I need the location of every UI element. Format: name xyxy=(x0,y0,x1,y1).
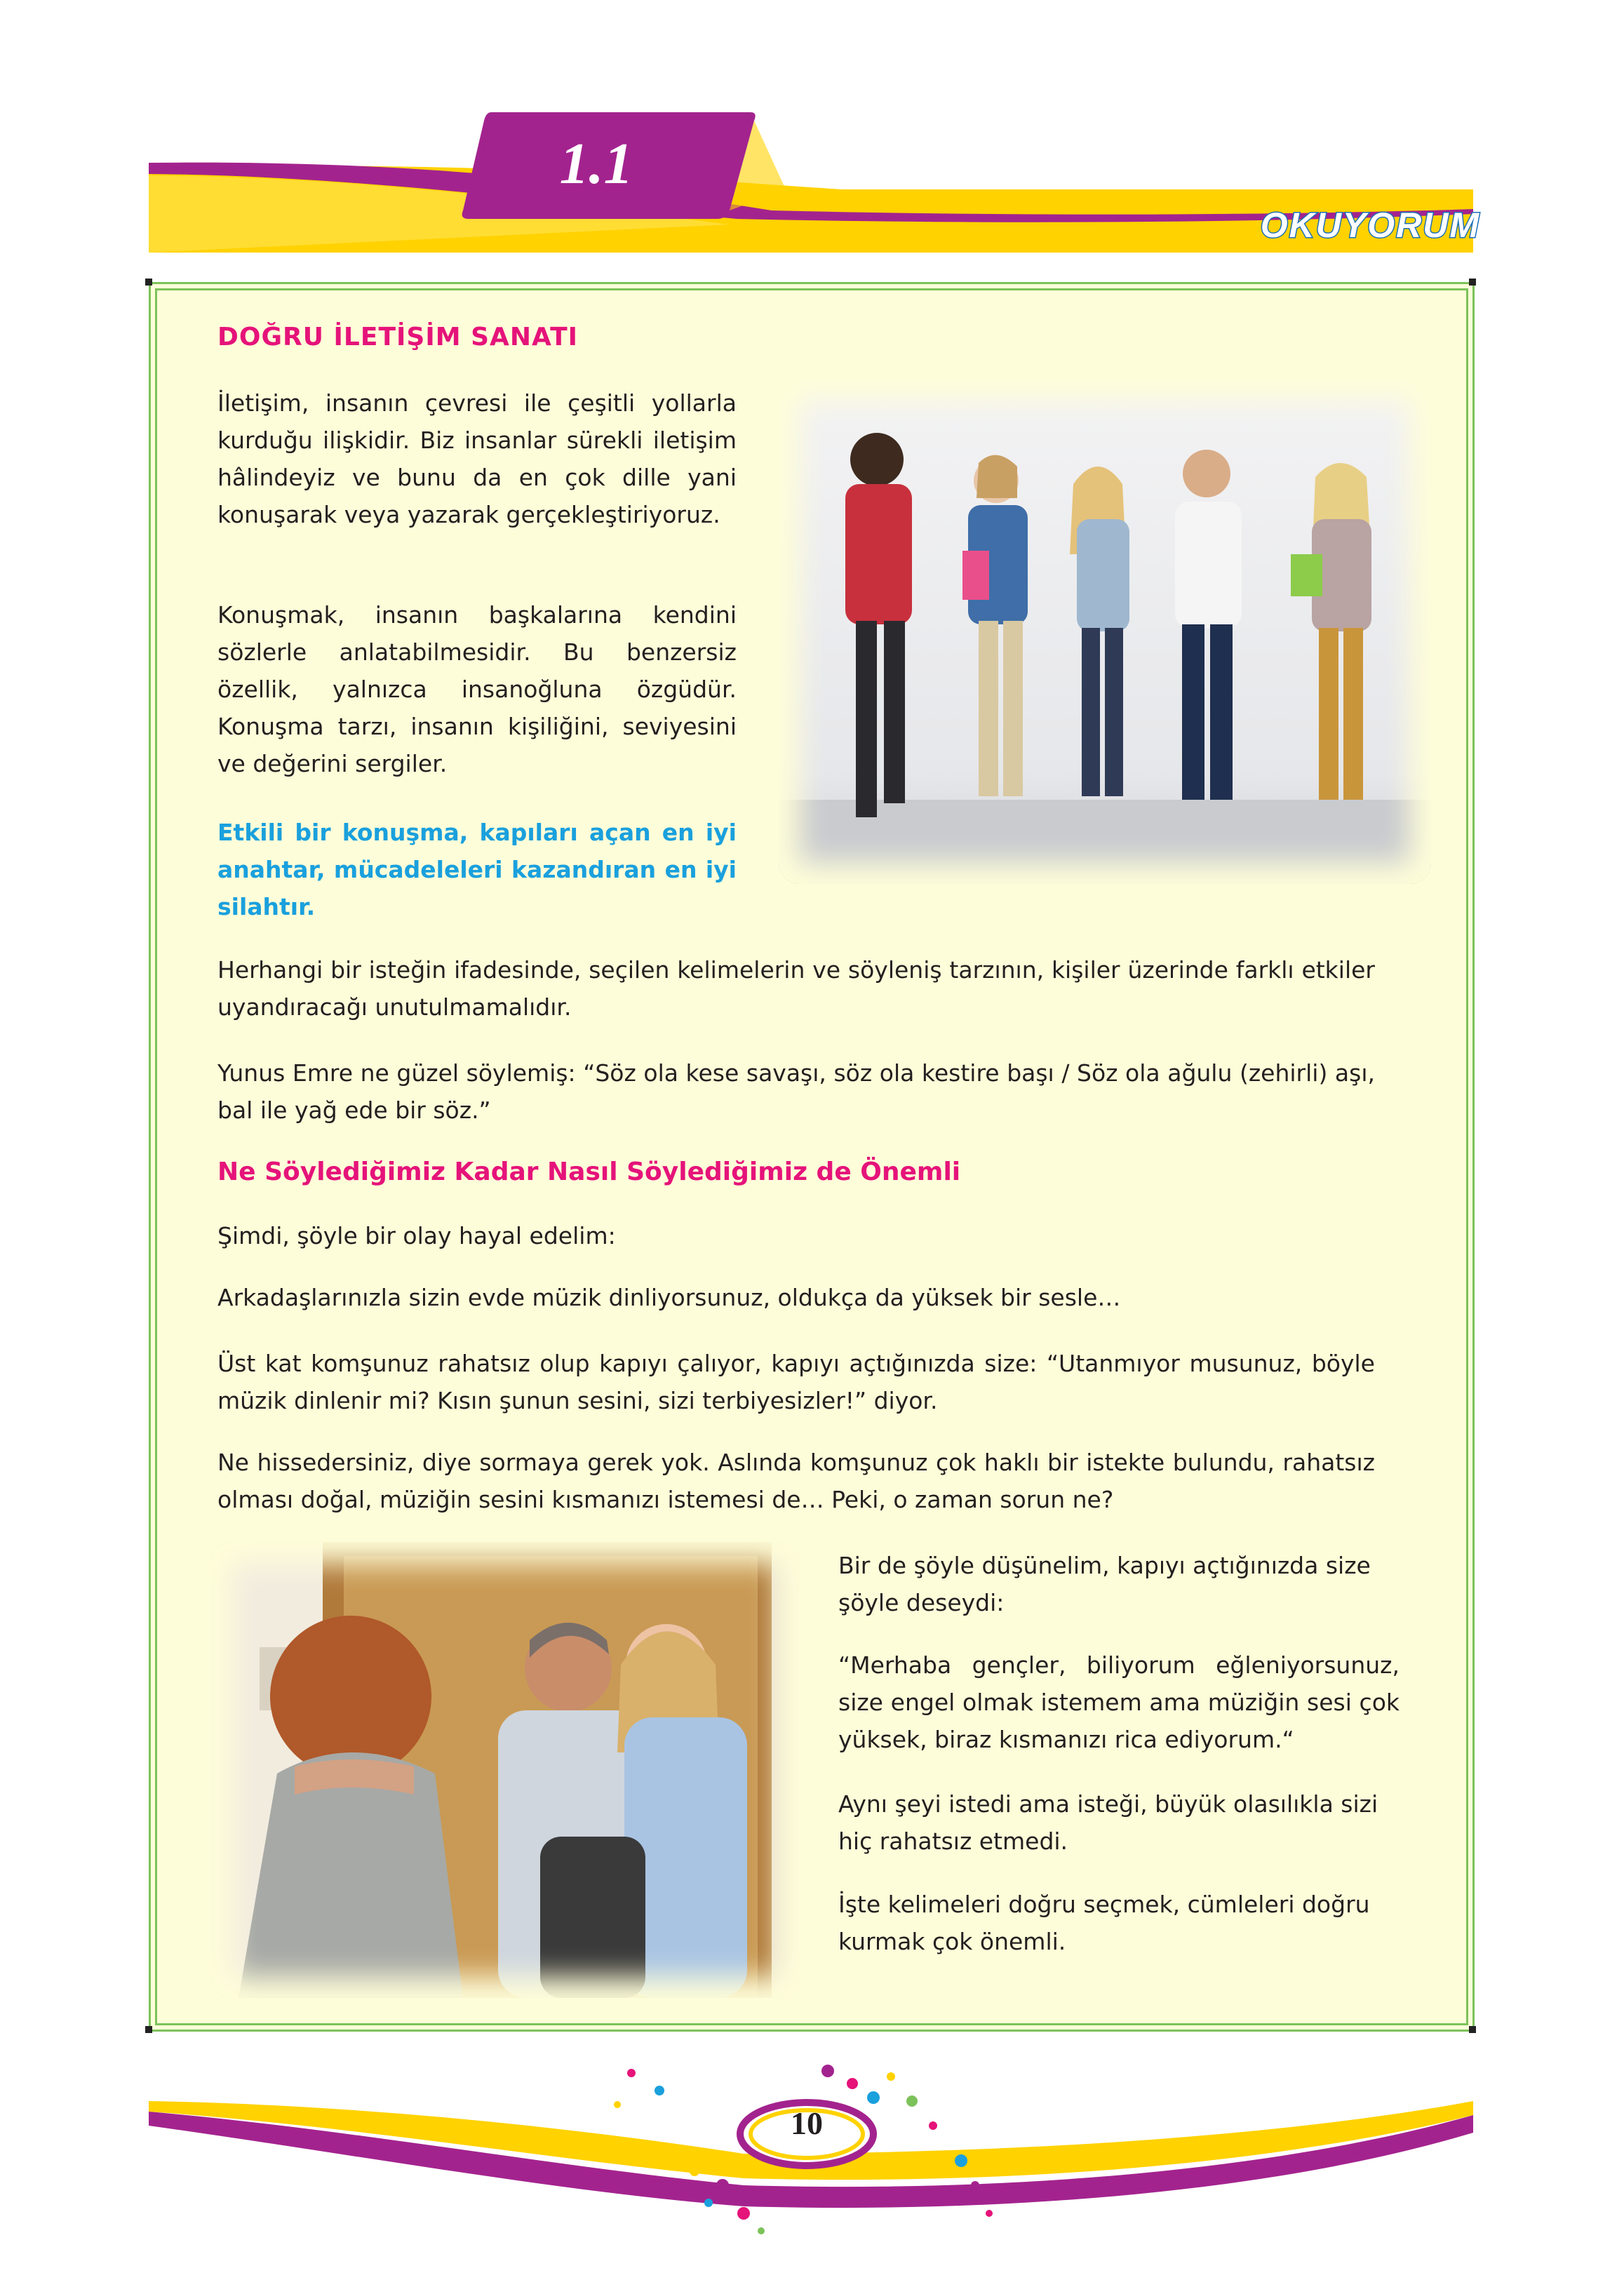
subheading: Ne Söylediğimiz Kadar Nasıl Söylediğimiz de Önemli xyxy=(217,1158,961,1186)
side-paragraph: İşte kelimeleri doğru seçmek, cümleleri doğru kurmak çok önemli. xyxy=(838,1891,1370,1955)
neighbors-photo xyxy=(210,1542,800,1998)
side-paragraph: Aynı şeyi istedi ama isteği, büyük olasılıkla sizi hiç rahatsız etmedi. xyxy=(838,1790,1378,1855)
intro-paragraph: İletişim, insanın çevresi ile çeşitli yollarla kurduğu ilişkidir. Biz insanlar sürekli iletişim hâlindeyiz ve bunu da en çok dille yani konuşarak veya yazarak gerçekleştiriyoruz. xyxy=(217,389,737,528)
story-paragraph: Üst kat komşunuz rahatsız olup kapıyı çalıyor, kapıyı açtığınızda size: “Utanmıyor musunuz, böyle müzik dinlenir mi? Kısın şunun sesini, sizi terbiyesizler!” diyor. xyxy=(217,1350,1375,1414)
story-paragraph: Şimdi, şöyle bir olay hayal edelim: xyxy=(217,1222,616,1249)
frame-corner xyxy=(145,2026,152,2033)
page-title: DOĞRU İLETİŞİM SANATI xyxy=(217,323,579,351)
body-paragraph: Herhangi bir isteğin ifadesinde, seçilen kelimelerin ve söyleniş tarzının, kişiler üzerinde farklı etkiler uyandıracağı unutulmamalıdır. xyxy=(217,956,1375,1021)
side-paragraph: Bir de şöyle düşünelim, kapıyı açtığınızda size şöyle deseydi: xyxy=(838,1552,1371,1616)
story-paragraph: Arkadaşlarınızla sizin evde müzik dinliyorsunuz, oldukça da yüksek bir sesle… xyxy=(217,1284,1121,1311)
section-title: OKUYORUM xyxy=(1260,206,1480,245)
story-paragraph: Ne hissedersiniz, diye sormaya gerek yok. Aslında komşunuz çok haklı bir istekte bulundu, rahatsız olması doğal, müziğin sesini kısmanızı istemesi de… Peki, o zaman sorun ne? xyxy=(217,1449,1375,1513)
intro-paragraph: Konuşmak, insanın başkalarına kendini sözlerle anlatabilmesidir. Bu benzersiz özellik, yalnızca insanoğluna özgüdür. Konuşma tarzı, insanın kişiliğini, seviyesini ve değerini sergiler. xyxy=(217,601,737,777)
frame-corner xyxy=(1469,2026,1476,2033)
page-number: 10 xyxy=(791,2105,823,2141)
section-number: 1.1 xyxy=(559,131,633,196)
body-paragraph: Yunus Emre ne güzel söylemiş: “Söz ola kese savaşı, söz ola kestire başı / Söz ola ağulu (zehirli) aşı, bal ile yağ ede bir söz.” xyxy=(217,1059,1375,1124)
students-photo xyxy=(779,379,1431,884)
highlight-quote: Etkili bir konuşma, kapıları açan en iyi anahtar, mücadeleleri kazandıran en iyi silahtır. xyxy=(217,819,737,920)
frame-corner xyxy=(1469,279,1476,286)
side-paragraph: “Merhaba gençler, biliyorum eğleniyorsunuz, size engel olmak istemem ama müziğin sesi çok yüksek, biraz kısmanızı rica ediyorum.“ xyxy=(838,1651,1400,1753)
frame-corner xyxy=(145,279,152,286)
footer-banner xyxy=(0,2063,1624,2287)
